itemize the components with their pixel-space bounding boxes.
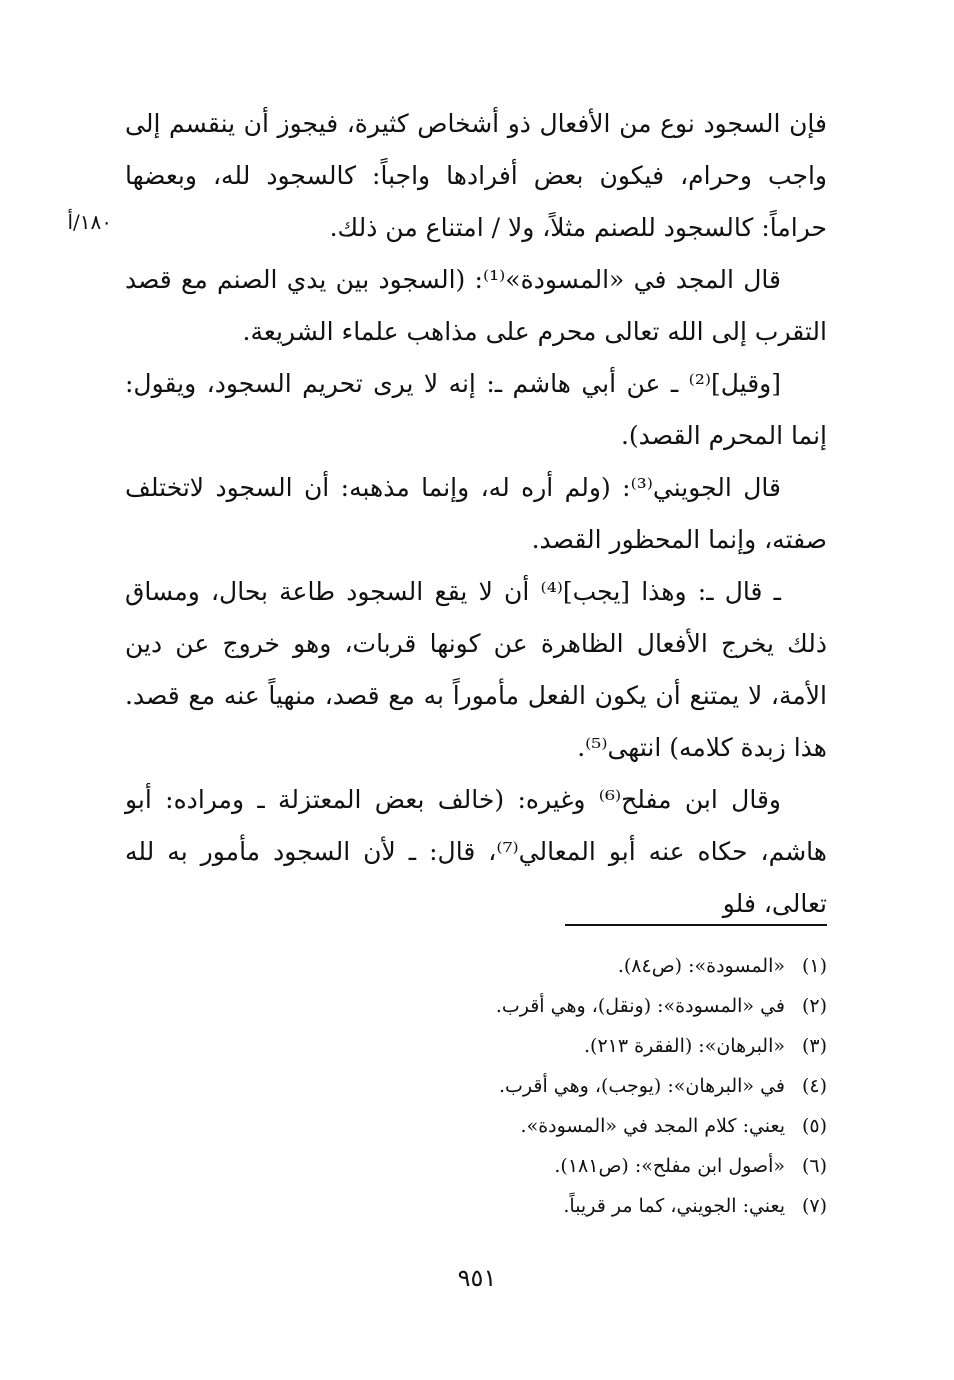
body-paragraph: فإن السجود نوع من الأفعال ذو أشخاص كثيرة، فيجوز أن ينقسم إلى واجب وحرام، فيكون بعض أفرادها واجباً: كالسجود لله، وبعضها حراماً: كالسجود للصنم مثلاً، ولا / امتناع من ذلك. bbox=[125, 109, 827, 242]
footnote-text: «أصول ابن مفلح»: (ص١٨١). bbox=[554, 1155, 785, 1177]
footnote-divider bbox=[565, 924, 827, 926]
footnote-text: في «البرهان»: (يوجب)، وهي أقرب. bbox=[498, 1075, 785, 1097]
body-paragraph: [وقيل]⁽²⁾ ـ عن أبي هاشم ـ: إنه لا يرى تحريم السجود، ويقول: إنما المحرم القصد). bbox=[125, 369, 827, 450]
footnote-item bbox=[400, 946, 827, 986]
footnote-number: (٣) bbox=[801, 1035, 827, 1057]
margin-folio-note: ١٨٠/أ bbox=[67, 210, 112, 234]
footnote-number: (٧) bbox=[801, 1195, 827, 1217]
footnotes-list bbox=[400, 946, 827, 1226]
footnote-number: (٢) bbox=[801, 995, 827, 1017]
body-paragraph: قال الجويني⁽³⁾: (ولم أره له، وإنما مذهبه: أن السجود لاتختلف صفته، وإنما المحظور القصد. bbox=[125, 473, 827, 554]
footnote-item bbox=[400, 1146, 827, 1186]
footnote-text: يعني: الجويني، كما مر قريباً. bbox=[563, 1195, 785, 1217]
footnote-number: (١) bbox=[801, 955, 827, 977]
footnote-item bbox=[400, 1066, 827, 1106]
footnote-item bbox=[400, 1026, 827, 1066]
footnote-number: (٤) bbox=[801, 1075, 827, 1097]
body-paragraph: وقال ابن مفلح⁽⁶⁾ وغيره: (خالف بعض المعتزلة ـ ومراده: أبو هاشم، حكاه عنه أبو المعالي⁽⁷⁾، قال: ـ لأن السجود مأمور به لله تعالى، فلو bbox=[125, 785, 827, 918]
body-paragraph: قال المجد في «المسودة»⁽¹⁾: (السجود بين يدي الصنم مع قصد التقرب إلى الله تعالى محرم على مذاهب علماء الشريعة. bbox=[125, 265, 827, 346]
footnote-number: (٥) bbox=[801, 1115, 827, 1137]
footnote-number: (٦) bbox=[801, 1155, 827, 1177]
footnote-item bbox=[400, 986, 827, 1026]
footnote-text: في «المسودة»: (ونقل)، وهي أقرب. bbox=[495, 995, 785, 1017]
footnote-text: «المسودة»: (ص٨٤). bbox=[617, 955, 785, 977]
footnote-item bbox=[400, 1106, 827, 1146]
page-number: ٩٥١ bbox=[457, 1264, 497, 1292]
footnote-text: يعني: كلام المجد في «المسودة». bbox=[520, 1115, 785, 1137]
footnote-text: «البرهان»: (الفقرة ٢١٣). bbox=[584, 1035, 785, 1057]
main-text-block bbox=[125, 98, 827, 930]
footnote-item bbox=[400, 1186, 827, 1226]
body-paragraph: ـ قال ـ: وهذا [يجب]⁽⁴⁾ أن لا يقع السجود طاعة بحال، ومساق ذلك يخرج الأفعال الظاهرة عن كونها قربات، وهو خروج عن دين الأمة، لا يمتنع أن يكون الفعل مأموراً به مع قصد، منهياً عنه مع قصد. هذا زبدة كلامه) انتهى⁽⁵⁾. bbox=[125, 577, 827, 762]
